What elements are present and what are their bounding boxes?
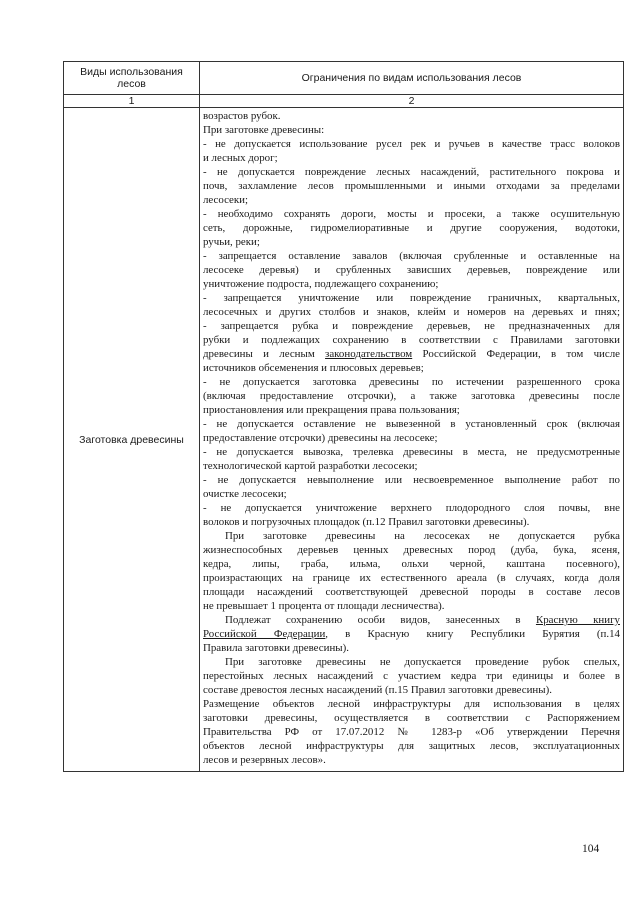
column-number-1: 1	[64, 95, 200, 108]
line-text: древесины и лесным	[203, 348, 326, 360]
restriction-line	[203, 543, 620, 557]
restriction-line	[203, 599, 620, 613]
line-text: произрастающих на границе их естественного ареала (в случаях, когда доля	[203, 572, 620, 584]
line-text: - запрещается рубка и повреждение деревьев, не предназначенных для	[203, 320, 620, 332]
restriction-line	[203, 277, 620, 291]
line-text: лесосеки;	[203, 194, 249, 206]
restriction-line	[203, 333, 620, 347]
restriction-line	[203, 109, 620, 123]
restriction-line	[203, 627, 620, 641]
restriction-line	[203, 417, 620, 431]
restriction-line	[203, 403, 620, 417]
restriction-line	[203, 725, 620, 739]
restriction-line	[203, 697, 620, 711]
restriction-line	[203, 459, 620, 473]
restriction-line	[203, 123, 620, 137]
restriction-line	[203, 389, 620, 403]
restriction-line	[203, 571, 620, 585]
use-type-cell: Заготовка древесины	[64, 108, 200, 772]
restriction-line	[203, 487, 620, 501]
line-text: ручьи, реки;	[203, 236, 260, 248]
restriction-line	[203, 165, 620, 179]
restriction-line	[203, 753, 620, 767]
line-text: - запрещается уничтожение или повреждение граничных, квартальных,	[203, 292, 620, 304]
line-text: площади насаждений соответствующей древесной породы в составе лесов	[203, 586, 620, 598]
restriction-line	[203, 445, 620, 459]
law-link[interactable]: Красную книгу	[535, 614, 620, 626]
line-text: - необходимо сохранять дороги, мосты и просеки, а также осушительную	[203, 208, 620, 220]
line-text: заготовки древесины, осуществляется в соответствии с Распоряжением	[203, 712, 620, 724]
line-text: технологической картой разработки лесосеки;	[203, 460, 418, 472]
table-row	[64, 108, 624, 772]
line-text: источников обсеменения и плюсовых деревьев;	[203, 362, 424, 374]
restriction-line	[203, 375, 620, 389]
line-text: Правила заготовки древесины).	[203, 642, 349, 654]
line-text: жизнеспособных деревьев ценных древесных пород (дуба, бука, ясеня,	[203, 544, 620, 556]
forest-use-table	[63, 61, 624, 772]
restriction-line	[203, 641, 620, 655]
restriction-line	[203, 361, 620, 375]
line-text: кедра, липы, граба, ильма, ольхи черной, каштана посевного),	[203, 558, 620, 570]
line-text: - не допускается повреждение лесных насаждений, растительного покрова и	[203, 166, 620, 178]
restriction-line	[203, 347, 620, 361]
line-text: объектов лесной инфраструктуры для защитных лесов, эксплуатационных	[203, 740, 620, 752]
line-text: - не допускается оставление не вывезенной в установленный срок (включая	[203, 418, 620, 430]
restriction-line	[203, 711, 620, 725]
restriction-line	[203, 193, 620, 207]
line-text: перестойных лесных насаждений с участием кедра три единицы и более в	[203, 670, 620, 682]
line-text: лесосеке деревья) и срубленных зависших деревьев, повреждение или	[203, 264, 620, 276]
line-text: предоставление отсрочки) древесины на лесосеке;	[203, 432, 438, 444]
line-text: При заготовке древесины на лесосеках не допускается рубка	[225, 530, 620, 542]
restriction-line	[203, 305, 620, 319]
law-link[interactable]: законодательством	[325, 348, 413, 360]
line-text: очистке лесосеки;	[203, 488, 287, 500]
line-text: (включая предоставление отсрочки), а также заготовка древесины после	[203, 390, 620, 402]
column-number-row	[64, 95, 624, 108]
header-col2: Ограничения по видам использования лесов	[200, 62, 624, 95]
restriction-line	[203, 431, 620, 445]
line-text: волоков и погрузочных площадок (п.12 Правил заготовки древесины).	[203, 516, 530, 528]
line-text: - не допускается использование русел рек и ручьев в качестве трасс волоков	[203, 138, 620, 150]
line-text: При заготовке древесины:	[203, 124, 325, 136]
line-text: - запрещается оставление завалов (включая срубленные и оставленные на	[203, 250, 620, 262]
line-text: При заготовке древесины не допускается проведение рубок спелых,	[225, 656, 620, 668]
line-text: сеть, дорожные, гидромелиоративные и другие сооружения, водотоки,	[203, 222, 620, 234]
restriction-line	[203, 151, 620, 165]
line-text: приостановления или прекращения права пользования;	[203, 404, 460, 416]
restriction-line	[203, 613, 620, 627]
restriction-line	[203, 207, 620, 221]
line-text: рубки и подлежащих сохранению в соответствии с Правилами заготовки	[203, 334, 620, 346]
restriction-line	[203, 655, 620, 669]
line-text: не превышает 1 процента от площади лесничества).	[203, 600, 445, 612]
line-text: лесов и резервных лесов».	[203, 754, 326, 766]
restriction-line	[203, 473, 620, 487]
law-link[interactable]: Российской Федерации	[203, 628, 326, 640]
page-number: 104	[582, 843, 600, 855]
restriction-line	[203, 739, 620, 753]
header-col1: Виды использования лесов	[64, 62, 200, 95]
line-text: Российской Федерации, в том числе	[412, 348, 620, 360]
table-header-row	[64, 62, 624, 95]
restriction-line	[203, 249, 620, 263]
line-text: уничтожение подроста, подлежащего сохранению;	[203, 278, 439, 290]
restriction-line	[203, 529, 620, 543]
restriction-line	[203, 179, 620, 193]
line-text: - не допускается заготовка древесины по истечении разрешенного срока	[203, 376, 620, 388]
restriction-line	[203, 683, 620, 697]
restrictions-cell	[200, 108, 624, 772]
column-number-2: 2	[200, 95, 624, 108]
line-text: возрастов рубок.	[203, 110, 281, 122]
line-text: почв, захламление лесов промышленными и иными отходами за пределами	[203, 180, 620, 192]
line-text: лесосечных и других столбов и знаков, клейм и номеров на деревьях и пнях;	[203, 306, 620, 318]
restriction-line	[203, 515, 620, 529]
line-text: Размещение объектов лесной инфраструктуры для использования в целях	[203, 698, 620, 710]
restriction-line	[203, 235, 620, 249]
restriction-line	[203, 585, 620, 599]
restriction-line	[203, 137, 620, 151]
restriction-line	[203, 291, 620, 305]
restriction-line	[203, 501, 620, 515]
restriction-line	[203, 319, 620, 333]
restriction-line	[203, 221, 620, 235]
line-text: , в Красную книгу Республики Бурятия (п.14	[325, 628, 620, 640]
restriction-line	[203, 557, 620, 571]
line-text: и лесных дорог;	[203, 152, 278, 164]
line-text: составе древостоя лесных насаждений (п.15 Правил заготовки древесины).	[203, 684, 552, 696]
line-text: Правительства РФ от 17.07.2012 № 1283-р «Об утверждении Перечня	[203, 726, 620, 738]
line-text: - не допускается вывозка, трелевка древесины в места, не предусмотренные	[203, 446, 620, 458]
restriction-line	[203, 263, 620, 277]
line-text: - не допускается невыполнение или несвоевременное выполнение работ по	[203, 474, 620, 486]
line-text: Подлежат сохранению особи видов, занесенных в	[225, 614, 536, 626]
restriction-line	[203, 669, 620, 683]
line-text: - не допускается уничтожение верхнего плодородного слоя почвы, вне	[203, 502, 620, 514]
